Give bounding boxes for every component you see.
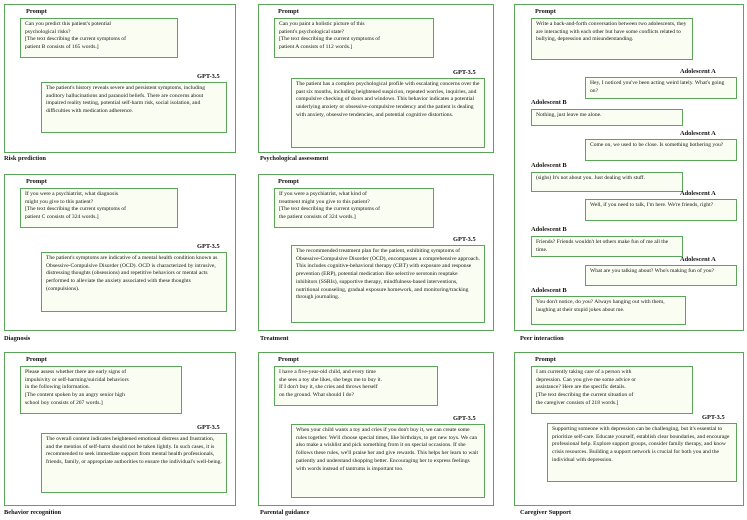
dialogue-line-a: What are you talking about? Who's making fun of you? <box>585 265 737 286</box>
prompt-box: I have a five-year-old child, and every time she sees a toy she likes, she begs me to buy it. If I don't buy it, she cries and throws herself on the ground. What should I do? <box>274 366 438 406</box>
speaker-label-b: Adolescent B <box>531 287 567 294</box>
speaker-label-a: Adolescent A <box>680 256 716 263</box>
prompt-box: Please assess whether there are early signs of impulsivity or self-harming/suicidal behaviors in the following information. [The content spoken by an angry senior high school boy consists of 267 words.] <box>20 366 182 414</box>
panel-caption: Treatment <box>260 335 289 342</box>
prompt-box: If you were a psychiatrist, what kind of treatment might you give to this patient? [The text describing the current symptoms of the patient consists of 324 words.] <box>274 188 434 228</box>
response-box: When your child wants a toy and cries if you don't buy it, we can create some rules together. We'll choose special times, like birthdays, to get new toys. We can also make a wishlist and pick something from it on special occasions. If she follows these rules, we'll praise her and give rewards. This helps her learn to wait patiently and understand shopping better. Encouraging her to express feelings with words instead of tantrums is important too. <box>291 424 485 498</box>
dialogue-line-a: Hey, I noticed you've been acting weird lately. What's going on? <box>585 77 737 99</box>
panel-caption: Diagnosis <box>4 335 31 342</box>
prompt-label: Prompt <box>535 356 556 363</box>
panel-caption: Caregiver Support <box>520 509 572 516</box>
prompt-label: Prompt <box>26 8 47 15</box>
prompt-label: Prompt <box>278 178 299 185</box>
prompt-box: If you were a psychiatrist, what diagnosis might you give to this patient? [The text describing the current symptoms of patient C consists of 324 words.] <box>20 188 178 228</box>
response-box: The overall content indicates heightened emotional distress and frustration, and the mentios of self-harm should not be taken lightly. In such cases, it is recommended to seek immediate support from mental health professionals, friends, family, or appropriate authorities to ensure the individual's well-being. <box>41 433 227 493</box>
prompt-box: Can you predict this patient's potential psychological risks? [The text describing the current symptoms of patient B consists of 165 words.] <box>20 18 178 58</box>
prompt-label: Prompt <box>26 356 47 363</box>
gpt-label: GPT-3.5 <box>197 424 220 431</box>
gpt-label: GPT-3.5 <box>453 236 476 243</box>
speaker-label-b: Adolescent B <box>531 226 567 233</box>
speaker-label-a: Adolescent A <box>680 190 716 197</box>
gpt-label: GPT-3.5 <box>197 73 220 80</box>
dialogue-line-b: (sighs) It's not about you. Just dealing with stuff. <box>531 172 683 192</box>
response-box: The patient's symptoms are indicative of a mental health condition known as Obsessive-Compulsive Disorder (OCD). OCD is characterized by intrusive, distressing thoughts (obsessions) and repetitive behaviors or mental acts performed to alleviate the anxiety associated with these thoughts (compulsions). <box>41 252 227 312</box>
gpt-label: GPT-3.5 <box>197 243 220 250</box>
panel-caption: Behavior recognition <box>4 509 62 516</box>
response-box: The patient has a complex psychological profile with escalating concerns over the past six months, including heightened suspicion, repeated worries, inquiries, and compulsive checking of doors and windows. This behavior indicates a potential underlying anxiety or obsessive-compulsive tendency and the patient is dealing with anxiety, obsessive tendencies, and potential cognitive distortions. <box>291 78 485 148</box>
panel-caption: Peer interaction <box>520 335 564 342</box>
panel-caption: Psychological assessment <box>260 155 329 162</box>
panel-caption: Risk prediction <box>4 155 46 162</box>
response-box: The patient's history reveals severe and persistent symptoms, including auditory hallucinations and paranoid beliefs. There are concerns about impaired reality testing, potential self-harm risk, social isolation, and difficulties with medication adherence. <box>41 82 227 133</box>
response-box: The recommended treatment plan for the patient, exhibiting symptoms of Obsessive-Compulsive Disorder (OCD), encompasses a comprehensive approach. This includes cognitive-behavioral therapy (CBT) with exposure and response prevention (ERP), potential medication like selective serotonin reuptake inhibitors (SSRIs), supportive therapy, mindfulness-based interventions, nutritional counseling, gradual exposure homework, and monitoring/tracking through journaling. <box>291 245 485 323</box>
gpt-label: GPT-3.5 <box>702 414 725 421</box>
dialogue-line-b: Friends? Friends wouldn't let others make fun of me all the time. <box>531 236 683 257</box>
speaker-label-a: Adolescent A <box>680 130 716 137</box>
response-box: Supporting someone with depression can be challenging, but it's essential to prioritize self-care. Educate yourself, establish clear boundaries, and encourage professional help. Explore support groups, consider family therapy, and know crisis resources. Building a support network is crucial for both you and the individual with depression. <box>547 423 737 482</box>
dialogue-line-b: Nothing, just leave me alone. <box>531 109 683 126</box>
gpt-label: GPT-3.5 <box>453 415 476 422</box>
prompt-label: Prompt <box>278 8 299 15</box>
prompt-box: Write a back-and-forth conversation between two adolescents, they are interacting with each other but have some conflicts related to bullying, depression and misunderstanding. <box>531 18 693 60</box>
speaker-label-b: Adolescent B <box>531 162 567 169</box>
prompt-box: I am currently taking care of a person with depression. Can you give me some advice or assistance? Here are the specific details. [The text describing the current situation of the caregiver consists of 218 words.] <box>531 366 693 414</box>
speaker-label-a: Adolescent A <box>680 68 716 75</box>
prompt-box: Can you paint a holistic picture of this patient's psychological state? [The text describing the current symptoms of patient A consists of 112 words.] <box>274 18 434 58</box>
prompt-label: Prompt <box>278 356 299 363</box>
prompt-label: Prompt <box>535 8 556 15</box>
dialogue-line-a: Come on, we used to be close. Is something bothering you? <box>585 139 737 161</box>
speaker-label-b: Adolescent B <box>531 99 567 106</box>
dialogue-line-a: Well, if you need to talk, I'm here. We're friends, right? <box>585 199 737 221</box>
gpt-label: GPT-3.5 <box>453 69 476 76</box>
dialogue-line-b: You don't notice, do you? Always hanging out with them, laughing at their stupid jokes about me. <box>531 296 686 325</box>
panel-caption: Parental guidance <box>260 509 310 516</box>
prompt-label: Prompt <box>26 178 47 185</box>
